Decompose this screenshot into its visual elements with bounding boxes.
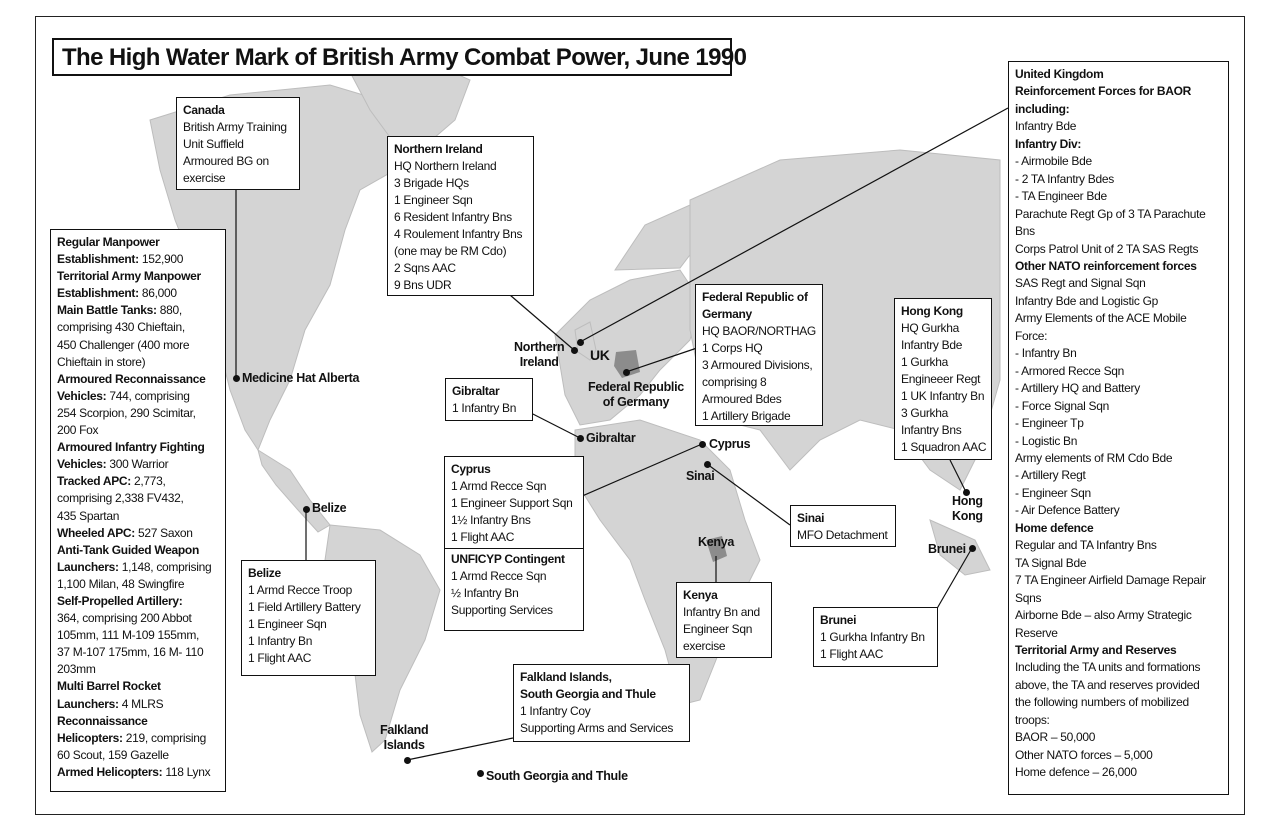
manpower-line bbox=[57, 644, 219, 661]
northern-ireland-heading: Northern Ireland bbox=[394, 142, 483, 156]
manpower-line-text: 152,900 bbox=[138, 252, 184, 267]
uk-panel-line-text: - Engineer Sqn bbox=[1015, 485, 1091, 500]
label-south-georgia: South Georgia and Thule bbox=[486, 769, 628, 783]
northern-ireland-line: 9 Bns UDR bbox=[394, 278, 452, 292]
south-georgia-marker bbox=[477, 770, 484, 777]
uk-panel-line bbox=[1015, 66, 1222, 83]
uk-panel-line-text: Infantry Bde and Logistic Gp bbox=[1015, 293, 1159, 308]
cyprus-line: 1 Flight AAC bbox=[451, 530, 515, 544]
canada-line: Armoured BG on bbox=[183, 154, 269, 168]
hong-kong-line: Infantry Bde bbox=[901, 338, 963, 352]
manpower-line-text: 1,100 Milan, 48 Swingfire bbox=[57, 576, 185, 591]
uk-panel-line bbox=[1015, 275, 1222, 292]
uk-marker bbox=[577, 339, 584, 346]
africa-landmass bbox=[575, 420, 760, 705]
gibraltar-line: 1 Infantry Bn bbox=[452, 401, 517, 415]
sinai-heading: Sinai bbox=[797, 511, 825, 525]
label-falklands: Falkland Islands bbox=[380, 723, 429, 752]
manpower-line bbox=[57, 354, 219, 371]
uk-panel-line bbox=[1015, 590, 1222, 607]
manpower-line bbox=[57, 525, 219, 542]
manpower-line-bold: Anti-Tank Guided Weapon bbox=[57, 542, 199, 557]
manpower-line bbox=[57, 337, 219, 354]
label-brunei: Brunei bbox=[928, 542, 966, 556]
unficyp-heading: UNFICYP Contingent bbox=[451, 552, 565, 566]
manpower-line bbox=[57, 302, 219, 319]
manpower-line bbox=[57, 371, 219, 388]
uk-panel-line-text: Other NATO forces – 5,000 bbox=[1015, 747, 1153, 762]
central-america-landmass bbox=[258, 450, 330, 532]
uk-panel-line bbox=[1015, 747, 1222, 764]
uk-panel-line-text: - Artillery HQ and Battery bbox=[1015, 381, 1140, 396]
uk-panel-line-bold: Other NATO reinforcement forces bbox=[1015, 258, 1197, 273]
manpower-line-bold: Armoured Infantry Fighting bbox=[57, 440, 205, 455]
uk-panel-line bbox=[1015, 607, 1222, 624]
cyprus-heading: Cyprus bbox=[451, 462, 491, 476]
uk-panel-line-bold: including: bbox=[1015, 101, 1070, 116]
label-northern-ireland: Northern Ireland bbox=[514, 340, 565, 369]
uk-panel-line-text: Corps Patrol Unit of 2 TA SAS Regts bbox=[1015, 241, 1199, 256]
canada-heading: Canada bbox=[183, 103, 225, 117]
frg-heading: Germany bbox=[702, 307, 752, 321]
manpower-line-text: 37 M-107 175mm, 16 M- 110 bbox=[57, 645, 204, 660]
uk-panel-line-text: Bns bbox=[1015, 224, 1035, 239]
manpower-line bbox=[57, 730, 219, 747]
uk-panel-line-text: Parachute Regt Gp of 3 TA Parachute bbox=[1015, 206, 1206, 221]
uk-panel-line-text: - Armored Recce Sqn bbox=[1015, 363, 1125, 378]
uk-panel-line bbox=[1015, 729, 1222, 746]
manpower-line-text: 364, comprising 200 Abbot bbox=[57, 611, 192, 626]
manpower-line-bold: Launchers: bbox=[57, 559, 119, 574]
uk-panel-line bbox=[1015, 502, 1222, 519]
canada-box bbox=[176, 97, 300, 190]
manpower-line-text: 203mm bbox=[57, 662, 96, 677]
manpower-line-text: 105mm, 111 M-109 155mm, bbox=[57, 628, 200, 643]
uk-panel-line bbox=[1015, 118, 1222, 135]
gibraltar-heading: Gibraltar bbox=[452, 384, 500, 398]
manpower-line-text: 450 Challenger (400 more bbox=[57, 337, 190, 352]
manpower-line-bold: Helicopters: bbox=[57, 730, 123, 745]
brunei-line: 1 Flight AAC bbox=[820, 647, 884, 661]
manpower-line bbox=[57, 542, 219, 559]
manpower-line-bold: Armoured Reconnaissance bbox=[57, 371, 206, 386]
sinai-line: MFO Detachment bbox=[797, 528, 888, 542]
label-medicine-hat: Medicine Hat Alberta bbox=[242, 371, 360, 385]
uk-panel-line bbox=[1015, 188, 1222, 205]
uk-panel-line bbox=[1015, 433, 1222, 450]
medicine-hat-marker bbox=[233, 375, 240, 382]
uk-panel-line bbox=[1015, 485, 1222, 502]
brunei-line: 1 Gurkha Infantry Bn bbox=[820, 630, 925, 644]
belize-box bbox=[241, 560, 376, 676]
frg-line: Armoured Bdes bbox=[702, 392, 782, 406]
manpower-line bbox=[57, 713, 219, 730]
manpower-line-text: Chieftain in store) bbox=[57, 354, 146, 369]
uk-panel-line bbox=[1015, 136, 1222, 153]
manpower-line-text: 2,773, bbox=[130, 474, 166, 489]
manpower-panel bbox=[50, 229, 226, 792]
frg-heading: Federal Republic of bbox=[702, 290, 808, 304]
uk-panel-line-text: - Force Signal Sqn bbox=[1015, 398, 1109, 413]
uk-panel-line-text: Force: bbox=[1015, 328, 1048, 343]
gibraltar-box bbox=[445, 378, 533, 421]
manpower-line-bold: Establishment: bbox=[57, 252, 139, 267]
hong-kong-line: 3 Gurkha bbox=[901, 406, 948, 420]
manpower-line bbox=[57, 559, 219, 576]
uk-panel-line-text: the following numbers of mobilized bbox=[1015, 695, 1189, 710]
brunei-heading: Brunei bbox=[820, 613, 857, 627]
canada-line: exercise bbox=[183, 171, 226, 185]
cyprus-line: 1½ Infantry Bns bbox=[451, 513, 531, 527]
manpower-line bbox=[57, 610, 219, 627]
uk-panel-line-text: Regular and TA Infantry Bns bbox=[1015, 538, 1157, 553]
uk-panel-line-text: 7 TA Engineer Airfield Damage Repair bbox=[1015, 573, 1206, 588]
uk-panel-line-bold: United Kingdom bbox=[1015, 67, 1104, 81]
manpower-line bbox=[57, 661, 219, 678]
hong-kong-line: 1 Squadron AAC bbox=[901, 440, 987, 454]
belize-line: 1 Infantry Bn bbox=[248, 634, 313, 648]
uk-panel-line-bold: Territorial Army and Reserves bbox=[1015, 642, 1177, 657]
uk-panel-line bbox=[1015, 677, 1222, 694]
uk-panel-line bbox=[1015, 537, 1222, 554]
uk-panel-line-text: - Infantry Bn bbox=[1015, 346, 1077, 361]
uk-panel-line bbox=[1015, 345, 1222, 362]
brunei-box bbox=[813, 607, 938, 667]
manpower-line bbox=[57, 490, 219, 507]
manpower-line-text: 880, bbox=[156, 303, 182, 318]
northern-ireland-line: 6 Resident Infantry Bns bbox=[394, 210, 512, 224]
manpower-line-bold: Establishment: bbox=[57, 286, 139, 301]
manpower-line bbox=[57, 439, 219, 456]
unficyp-line: 1 Armd Recce Sqn bbox=[451, 569, 547, 583]
manpower-line-bold: Regular Manpower bbox=[57, 235, 160, 249]
uk-panel-line bbox=[1015, 310, 1222, 327]
manpower-line bbox=[57, 456, 219, 473]
kenya-line: Engineer Sqn bbox=[683, 622, 753, 636]
uk-panel-line bbox=[1015, 572, 1222, 589]
label-hong-kong: Hong Kong bbox=[952, 494, 983, 523]
belize-line: 1 Armd Recce Troop bbox=[248, 583, 352, 597]
cyprus-box bbox=[444, 456, 584, 631]
sinai-marker bbox=[704, 461, 711, 468]
manpower-line-text: 200 Fox bbox=[57, 423, 99, 438]
cyprus-line: 1 Engineer Support Sqn bbox=[451, 496, 573, 510]
northern-ireland-line: 4 Roulement Infantry Bns bbox=[394, 227, 523, 241]
manpower-line-bold: Tracked APC: bbox=[57, 474, 131, 489]
label-cyprus: Cyprus bbox=[709, 437, 751, 451]
hong-kong-line: Engineeer Regt bbox=[901, 372, 981, 386]
hong-kong-line: Infantry Bns bbox=[901, 423, 962, 437]
manpower-line-text: 86,000 bbox=[138, 286, 177, 301]
brunei-marker bbox=[969, 545, 976, 552]
manpower-line bbox=[57, 508, 219, 525]
uk-panel-line-text: TA Signal Bde bbox=[1015, 555, 1087, 570]
gibraltar-marker bbox=[577, 435, 584, 442]
manpower-line-text: comprising 430 Chieftain, bbox=[57, 320, 185, 335]
manpower-line bbox=[57, 422, 219, 439]
uk-panel-line-bold: Home defence bbox=[1015, 520, 1094, 535]
uk-panel-line bbox=[1015, 764, 1222, 781]
uk-panel-line bbox=[1015, 241, 1222, 258]
manpower-line-text: 300 Warrior bbox=[106, 457, 169, 472]
uk-panel-line-text: BAOR – 50,000 bbox=[1015, 730, 1096, 745]
manpower-line-text: 118 Lynx bbox=[162, 764, 211, 779]
uk-panel-line bbox=[1015, 380, 1222, 397]
frg-line: comprising 8 bbox=[702, 375, 767, 389]
uk-panel-line bbox=[1015, 467, 1222, 484]
uk-panel-line bbox=[1015, 625, 1222, 642]
uk-panel-line-text: Reserve bbox=[1015, 625, 1058, 640]
uk-panel-line bbox=[1015, 398, 1222, 415]
frg-marker bbox=[623, 369, 630, 376]
northern-ireland-box bbox=[387, 136, 534, 296]
manpower-line-bold: Main Battle Tanks: bbox=[57, 303, 157, 318]
falklands-box bbox=[513, 664, 690, 742]
manpower-line-text: 254 Scorpion, 290 Scimitar, bbox=[57, 405, 196, 420]
manpower-line-text: 219, comprising bbox=[122, 730, 207, 745]
falklands-marker bbox=[404, 757, 411, 764]
label-sinai: Sinai bbox=[686, 469, 715, 483]
uk-reinforcements-panel bbox=[1008, 61, 1229, 795]
frg-line: 1 Artillery Brigade bbox=[702, 409, 791, 423]
manpower-line bbox=[57, 627, 219, 644]
manpower-line-bold: Vehicles: bbox=[57, 457, 107, 472]
manpower-line-bold: Armed Helicopters: bbox=[57, 764, 163, 779]
uk-panel-line-text: - Logistic Bn bbox=[1015, 433, 1078, 448]
manpower-line-bold: Wheeled APC: bbox=[57, 525, 135, 540]
manpower-line bbox=[57, 764, 219, 781]
uk-panel-line-text: Including the TA units and formations bbox=[1015, 660, 1201, 675]
manpower-line-bold: Launchers: bbox=[57, 696, 119, 711]
belize-line: 1 Flight AAC bbox=[248, 651, 312, 665]
manpower-line bbox=[57, 388, 219, 405]
hong-kong-line: HQ Gurkha bbox=[901, 321, 959, 335]
uk-panel-line bbox=[1015, 293, 1222, 310]
manpower-line-text: 4 MLRS bbox=[118, 696, 164, 711]
manpower-line-text: 744, comprising bbox=[106, 388, 190, 403]
uk-panel-line bbox=[1015, 642, 1222, 659]
manpower-line-text: 1,148, comprising bbox=[118, 559, 212, 574]
northern-ireland-line: 1 Engineer Sqn bbox=[394, 193, 473, 207]
manpower-line bbox=[57, 696, 219, 713]
uk-panel-line-bold: Reinforcement Forces for BAOR bbox=[1015, 84, 1191, 99]
label-kenya: Kenya bbox=[698, 535, 735, 549]
manpower-line bbox=[57, 405, 219, 422]
hong-kong-heading: Hong Kong bbox=[901, 304, 963, 318]
manpower-line-bold: Reconnaissance bbox=[57, 713, 148, 728]
manpower-line bbox=[57, 319, 219, 336]
kenya-line: Infantry Bn and bbox=[683, 605, 760, 619]
uk-panel-line-text: - Air Defence Battery bbox=[1015, 503, 1120, 518]
hong-kong-line: 1 Gurkha bbox=[901, 355, 948, 369]
manpower-line bbox=[57, 251, 219, 268]
uk-panel-line bbox=[1015, 450, 1222, 467]
manpower-line bbox=[57, 747, 219, 764]
northern-ireland-line: HQ Northern Ireland bbox=[394, 159, 497, 173]
manpower-line-text: comprising 2,338 FV432, bbox=[57, 491, 184, 506]
manpower-line bbox=[57, 234, 219, 251]
belize-heading: Belize bbox=[248, 566, 281, 580]
unficyp-line: Supporting Services bbox=[451, 603, 553, 617]
uk-panel-line-text: - Engineer Tp bbox=[1015, 416, 1084, 431]
manpower-line-text: 527 Saxon bbox=[134, 525, 193, 540]
frg-line: 1 Corps HQ bbox=[702, 341, 763, 355]
uk-panel-line-text: Sqns bbox=[1015, 590, 1042, 605]
manpower-line-text: 435 Spartan bbox=[57, 508, 120, 523]
falklands-line: 1 Infantry Coy bbox=[520, 704, 591, 718]
uk-panel-line-text: Army Elements of the ACE Mobile bbox=[1015, 311, 1187, 326]
manpower-line-bold: Territorial Army Manpower bbox=[57, 269, 201, 284]
manpower-line-text: 60 Scout, 159 Gazelle bbox=[57, 747, 169, 762]
northern-ireland-line: 2 Sqns AAC bbox=[394, 261, 456, 275]
manpower-line-bold: Self-Propelled Artillery: bbox=[57, 593, 183, 608]
uk-panel-line bbox=[1015, 153, 1222, 170]
manpower-line bbox=[57, 576, 219, 593]
manpower-line bbox=[57, 593, 219, 610]
uk-panel-line-text: above, the TA and reserves provided bbox=[1015, 677, 1200, 692]
uk-panel-line-text: Infantry Bde bbox=[1015, 119, 1077, 134]
uk-panel-line bbox=[1015, 223, 1222, 240]
belize-marker bbox=[303, 506, 310, 513]
label-gibraltar: Gibraltar bbox=[586, 431, 636, 445]
falklands-heading: South Georgia and Thule bbox=[520, 687, 656, 701]
frg-line: HQ BAOR/NORTHAG bbox=[702, 324, 816, 338]
uk-panel-line bbox=[1015, 101, 1222, 118]
belize-line: 1 Engineer Sqn bbox=[248, 617, 327, 631]
uk-panel-line-text: - Artillery Regt bbox=[1015, 468, 1086, 483]
uk-panel-line bbox=[1015, 258, 1222, 275]
uk-panel-line-text: troops: bbox=[1015, 712, 1050, 727]
uk-panel-line-text: Airborne Bde – also Army Strategic bbox=[1015, 608, 1192, 623]
northern-ireland-line: (one may be RM Cdo) bbox=[394, 244, 507, 258]
label-uk: UK bbox=[590, 347, 610, 363]
northern-ireland-marker bbox=[571, 347, 578, 354]
belize-line: 1 Field Artillery Battery bbox=[248, 600, 361, 614]
uk-panel-line bbox=[1015, 520, 1222, 537]
cyprus-line: 1 Armd Recce Sqn bbox=[451, 479, 547, 493]
sinai-box bbox=[790, 505, 896, 547]
uk-panel-line bbox=[1015, 363, 1222, 380]
frg-box bbox=[695, 284, 823, 426]
uk-panel-line bbox=[1015, 328, 1222, 345]
leader-gibraltar bbox=[525, 410, 580, 438]
uk-panel-line bbox=[1015, 555, 1222, 572]
uk-panel-line bbox=[1015, 712, 1222, 729]
manpower-line-bold: Multi Barrel Rocket bbox=[57, 679, 161, 694]
hong-kong-box bbox=[894, 298, 992, 460]
canada-line: British Army Training bbox=[183, 120, 287, 134]
uk-panel-line-bold: Infantry Div: bbox=[1015, 136, 1082, 151]
label-frg: Federal Republic of Germany bbox=[588, 380, 684, 409]
uk-panel-line-text: - 2 TA Infantry Bdes bbox=[1015, 171, 1114, 186]
uk-panel-line-text: Home defence – 26,000 bbox=[1015, 765, 1137, 780]
manpower-line bbox=[57, 268, 219, 285]
unficyp-divider bbox=[445, 548, 583, 549]
map-title: The High Water Mark of British Army Combat Power, June 1990 bbox=[52, 38, 732, 76]
cyprus-marker bbox=[699, 441, 706, 448]
uk-panel-line bbox=[1015, 206, 1222, 223]
frg-line: 3 Armoured Divisions, bbox=[702, 358, 813, 372]
uk-panel-line bbox=[1015, 83, 1222, 100]
unficyp-line: ½ Infantry Bn bbox=[451, 586, 519, 600]
manpower-line bbox=[57, 473, 219, 490]
uk-panel-line bbox=[1015, 171, 1222, 188]
uk-panel-line-text: SAS Regt and Signal Sqn bbox=[1015, 276, 1146, 291]
northern-ireland-line: 3 Brigade HQs bbox=[394, 176, 469, 190]
kenya-heading: Kenya bbox=[683, 588, 718, 602]
falklands-line: Supporting Arms and Services bbox=[520, 721, 674, 735]
uk-panel-line bbox=[1015, 694, 1222, 711]
kenya-line: exercise bbox=[683, 639, 726, 653]
uk-panel-line bbox=[1015, 415, 1222, 432]
uk-panel-line-text: Army elements of RM Cdo Bde bbox=[1015, 450, 1173, 465]
manpower-line-bold: Vehicles: bbox=[57, 388, 107, 403]
uk-panel-line-text: - Airmobile Bde bbox=[1015, 154, 1092, 169]
manpower-line bbox=[57, 285, 219, 302]
kenya-box bbox=[676, 582, 772, 658]
manpower-line bbox=[57, 678, 219, 695]
uk-panel-line bbox=[1015, 659, 1222, 676]
label-belize: Belize bbox=[312, 501, 347, 515]
uk-panel-line-text: - TA Engineer Bde bbox=[1015, 189, 1107, 204]
hong-kong-line: 1 UK Infantry Bn bbox=[901, 389, 985, 403]
falklands-heading: Falkland Islands, bbox=[520, 670, 612, 684]
canada-line: Unit Suffield bbox=[183, 137, 244, 151]
